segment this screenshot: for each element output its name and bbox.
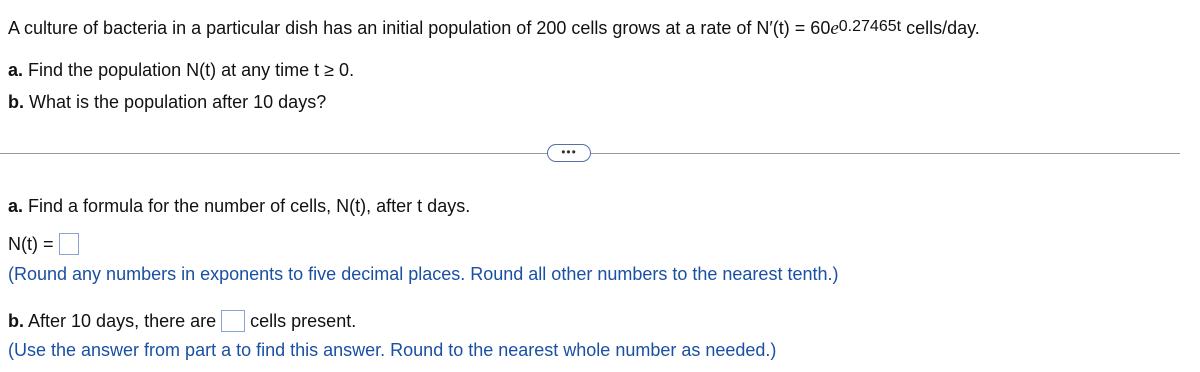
question-a-letter: a. <box>8 60 24 80</box>
show-more-button[interactable]: ••• <box>547 144 591 162</box>
question-b <box>8 92 326 113</box>
part-b-hint: (Use the answer from part a to find this answer. Round to the nearest whole number as needed.) <box>8 340 777 360</box>
part-a-text: Find a formula for the number of cells, N(t), after t days. <box>28 196 471 216</box>
part-b-letter: b. <box>8 311 24 331</box>
part-a-hint: (Round any numbers in exponents to five decimal places. Round all other numbers to the nearest tenth.) <box>8 264 839 284</box>
part-b-text-after: cells present. <box>250 311 357 331</box>
question-a <box>8 60 354 81</box>
problem-intro: A culture of bacteria in a particular dish has an initial population of 200 cells grows at a rate of N′(t) = 60 <box>8 18 831 38</box>
problem-statement <box>8 18 980 40</box>
rate-units: cells/day. <box>906 18 980 38</box>
part-b-answer-input[interactable] <box>221 310 245 332</box>
part-a-letter: a. <box>8 196 24 216</box>
part-b-answer-row <box>8 310 356 332</box>
question-b-text: What is the population after 10 days? <box>29 92 327 112</box>
part-a-input-label: N(t) = <box>8 234 54 254</box>
part-b-text-before: After 10 days, there are <box>28 311 217 331</box>
euler-e: e <box>830 18 839 39</box>
exponent: 0.27465t <box>838 18 902 35</box>
part-a-answer-input[interactable] <box>59 233 79 255</box>
question-a-text: Find the population N(t) at any time t ≥ 0. <box>28 60 355 80</box>
question-b-letter: b. <box>8 92 24 112</box>
part-a-answer-row <box>8 233 79 255</box>
part-a-prompt <box>8 196 470 217</box>
